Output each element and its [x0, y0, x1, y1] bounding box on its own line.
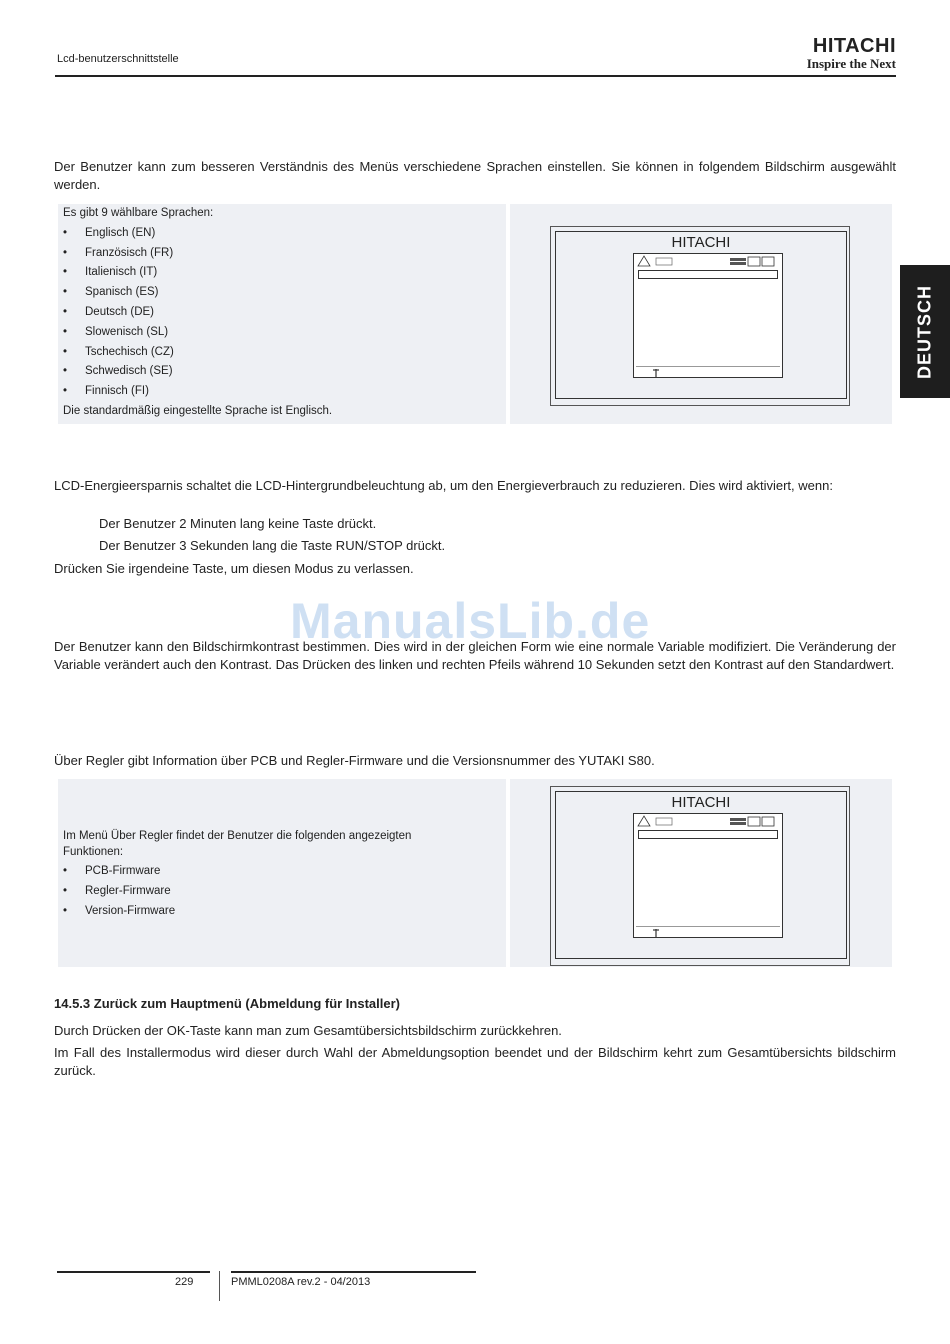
language-item: • Spanisch (ES)	[63, 283, 503, 303]
page-number: 229	[175, 1276, 194, 1288]
header-title: Lcd-benutzerschnittstelle	[57, 53, 179, 65]
contrast-text: Der Benutzer kann den Bildschirmkontrast bestimmen. Dies wird in der gleichen Form wie eine normale Variable modifiziert. Die Veränderung der Variable verändert auch den Kontrast. Das Drücken des linken und rechten Pfeils während 10 Sekunden setzt den Kontrast auf den Standardwert.	[54, 639, 896, 672]
key-icon	[651, 368, 661, 378]
about-item: • Regler-Firmware	[63, 882, 463, 902]
lcd-status-icons	[634, 254, 782, 268]
lcd-controller-figure	[550, 226, 850, 406]
back-text-2: Im Fall des Installermodus wird dieser durch Wahl der Abmeldungsoption beendet und der Bildschirm kehrt zum Gesamtübersichts bildschirm zurück.	[54, 1045, 896, 1078]
lcd-status-icons	[634, 814, 782, 828]
about-list	[63, 862, 463, 921]
back-text-1: Durch Drücken der OK-Taste kann man zum Gesamtübersichtsbildschirm zurückkehren.	[54, 1023, 562, 1038]
lcd-brand: HITACHI	[671, 794, 731, 811]
document-id: PMML0208A rev.2 - 04/2013	[231, 1276, 371, 1288]
language-default-note: Die standardmäßig eingestellte Sprache ist Englisch.	[63, 404, 333, 417]
language-item: • Französisch (FR)	[63, 244, 503, 264]
language-list-heading: Es gibt 9 wählbare Sprachen:	[63, 207, 214, 219]
language-item: • Slowenisch (SL)	[63, 323, 503, 343]
footer-rule-right	[231, 1271, 476, 1273]
language-intro: Der Benutzer kann zum besseren Verständnis des Menüs verschiedene Sprachen einstellen. Sie können in folgendem Bildschirm ausgewählt werden.	[54, 159, 896, 192]
language-side-tab	[900, 265, 950, 398]
energy-saving-text: LCD-Energieersparnis schaltet die LCD-Hintergrundbeleuchtung ab, um den Energieverbrauch zu reduzieren. Dies wird aktiviert, wenn:	[54, 478, 833, 493]
lcd-screen	[633, 813, 783, 938]
language-item: • Italienisch (IT)	[63, 263, 503, 283]
lcd-inner-frame	[555, 231, 847, 399]
header-divider	[55, 75, 896, 77]
lcd-selection-bar	[638, 270, 778, 279]
side-tab-label: DEUTSCH	[914, 284, 935, 379]
brand-name: HITACHI	[812, 35, 896, 57]
footer-rule-left	[57, 1271, 210, 1273]
about-item: • PCB-Firmware	[63, 862, 463, 882]
lcd-controller-figure	[550, 786, 850, 966]
language-item: • Finnisch (FI)	[63, 382, 503, 402]
watermark: ManualsLib.de	[290, 593, 651, 649]
lcd-brand: HITACHI	[671, 234, 731, 251]
footer-divider	[219, 1271, 220, 1301]
hitachi-logo	[778, 36, 896, 72]
about-item: • Version-Firmware	[63, 902, 463, 922]
brand-tagline: Inspire the Next	[806, 56, 896, 71]
lcd-footer-divider	[636, 926, 780, 927]
language-list-box	[63, 204, 503, 422]
lcd-footer-divider	[636, 366, 780, 367]
language-item: • Englisch (EN)	[63, 224, 503, 244]
section-heading: 14.5.3 Zurück zum Hauptmenü (Abmeldung für Installer)	[54, 996, 400, 1011]
lcd-inner-frame	[555, 791, 847, 959]
language-item: • Tschechisch (CZ)	[63, 343, 503, 363]
energy-condition: Der Benutzer 2 Minuten lang keine Taste drückt.	[99, 516, 377, 531]
about-heading: Im Menü Über Regler findet der Benutzer die folgenden angezeigten Funktionen:	[63, 830, 412, 858]
language-item: • Schwedisch (SE)	[63, 362, 503, 382]
about-text: Über Regler gibt Information über PCB und Regler-Firmware und die Versionsnummer des YUTAKI S80.	[54, 753, 655, 768]
lcd-screen	[633, 253, 783, 378]
lcd-selection-bar	[638, 830, 778, 839]
energy-condition: Der Benutzer 3 Sekunden lang die Taste RUN/STOP drückt.	[99, 538, 446, 553]
energy-exit-text: Drücken Sie irgendeine Taste, um diesen Modus zu verlassen.	[54, 561, 414, 576]
about-list-box	[63, 828, 463, 921]
key-icon	[651, 928, 661, 938]
language-list	[63, 224, 503, 402]
language-item: • Deutsch (DE)	[63, 303, 503, 323]
